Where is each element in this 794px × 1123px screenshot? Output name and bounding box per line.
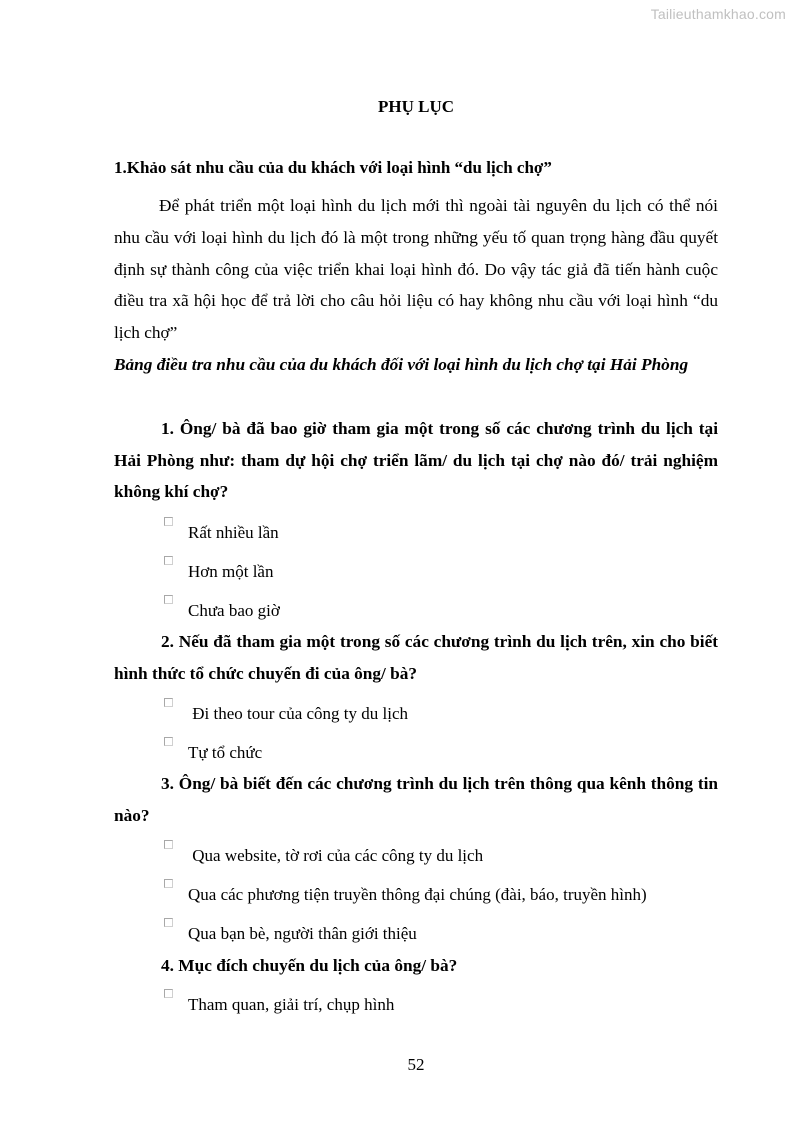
q3-option-2[interactable] — [164, 879, 647, 904]
option-label: Hơn một lần — [188, 562, 274, 581]
page-title: PHỤ LỤC — [377, 97, 455, 116]
checkbox-icon[interactable] — [164, 737, 173, 746]
checkbox-icon[interactable] — [164, 840, 173, 849]
intro-paragraph: Để phát triển một loại hình du lịch mới thì ngoài tài nguyên du lịch có thể nói nhu cầu với loại hình du lịch đó là một trong những yếu tố quan trọng hàng đầu quyết định sự thành công của việc triển khai loại hình đó. Do vậy tác giả đã tiến hành cuộc điều tra xã hội học để trả lời cho câu hỏi liệu có hay không nhu cầu với loại hình “du lịch chợ” — [114, 196, 718, 343]
checkbox-icon[interactable] — [164, 556, 173, 565]
option-label: Tự tổ chức — [188, 743, 263, 762]
option-label: Qua website, tờ rơi của các công ty du lịch — [188, 846, 484, 865]
option-label: Rất nhiều lần — [188, 523, 279, 542]
checkbox-icon[interactable] — [164, 595, 173, 604]
q2-option-2[interactable] — [164, 737, 263, 762]
checkbox-icon[interactable] — [164, 517, 173, 526]
q1-option-1[interactable] — [164, 517, 279, 542]
q2-option-1[interactable] — [164, 698, 409, 723]
q1-option-2[interactable] — [164, 556, 274, 581]
q4-option-1[interactable] — [164, 989, 395, 1014]
option-label: Qua bạn bè, người thân giới thiệu — [188, 924, 417, 943]
q1-option-3[interactable] — [164, 595, 280, 620]
checkbox-icon[interactable] — [164, 879, 173, 888]
question-2: 2. Nếu đã tham gia một trong số các chương trình du lịch trên, xin cho biết hình thức tổ chức chuyến đi của ông/ bà? — [114, 632, 718, 683]
option-label: Tham quan, giải trí, chụp hình — [188, 995, 395, 1014]
option-label: Đi theo tour của công ty du lịch — [188, 704, 409, 723]
section-heading: 1.Khảo sát nhu cầu của du khách với loại hình “du lịch chợ” — [114, 158, 552, 177]
question-4: 4. Mục đích chuyến du lịch của ông/ bà? — [161, 956, 458, 975]
watermark: Tailieuthamkhao.com — [650, 6, 786, 22]
option-label: Qua các phương tiện truyền thông đại chúng (đài, báo, truyền hình) — [188, 885, 647, 904]
checkbox-icon[interactable] — [164, 698, 173, 707]
q3-option-1[interactable] — [164, 840, 484, 865]
page-number: 52 — [407, 1055, 425, 1074]
q3-option-3[interactable] — [164, 918, 417, 943]
checkbox-icon[interactable] — [164, 989, 173, 998]
checkbox-icon[interactable] — [164, 918, 173, 927]
survey-title: Bảng điều tra nhu cầu của du khách đối với loại hình du lịch chợ tại Hải Phòng — [114, 355, 689, 374]
option-label: Chưa bao giờ — [188, 601, 280, 620]
question-1: 1. Ông/ bà đã bao giờ tham gia một trong số các chương trình du lịch tại Hải Phòng như: tham dự hội chợ triển lãm/ du lịch tại chợ nào đó/ trải nghiệm không khí chợ? — [114, 419, 718, 501]
question-3: 3. Ông/ bà biết đến các chương trình du lịch trên thông qua kênh thông tin nào? — [114, 774, 718, 825]
